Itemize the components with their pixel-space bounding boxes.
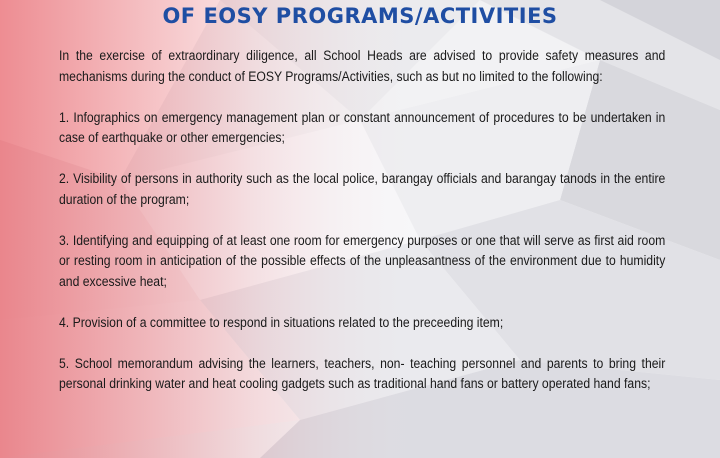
list-item: 2. Visibility of persons in authority such as the local police, barangay officials and barangay tanods in the entire duration of the program; <box>59 171 666 208</box>
list-item: 3. Identifying and equipping of at least one room for emergency purposes or one that will serve as first aid room or resting room in anticipation of the possible effects of the unpleasantness of the environment due to humidity and excessive heat; <box>59 232 666 290</box>
list-item: 4. Provision of a committee to respond in situations related to the preceeding item; <box>59 314 504 331</box>
intro-paragraph: In the exercise of extraordinary diligence, all School Heads are advised to provide safety measures and mechanisms during the conduct of EOSY Programs/Activities, such as but no limited to the following: <box>59 48 666 85</box>
memo-body <box>59 46 666 415</box>
list-item: 5. School memorandum advising the learners, teachers, non- teaching personnel and parents to bring their personal drinking water and heat cooling gadgets such as traditional hand fans or battery operated hand fans; <box>59 355 666 392</box>
list-item: 1. Infographics on emergency management plan or constant announcement of procedures to be undertaken in case of earthquake or other emergencies; <box>59 109 666 146</box>
page-heading: OF EOSY PROGRAMS/ACTIVITIES <box>162 4 558 28</box>
